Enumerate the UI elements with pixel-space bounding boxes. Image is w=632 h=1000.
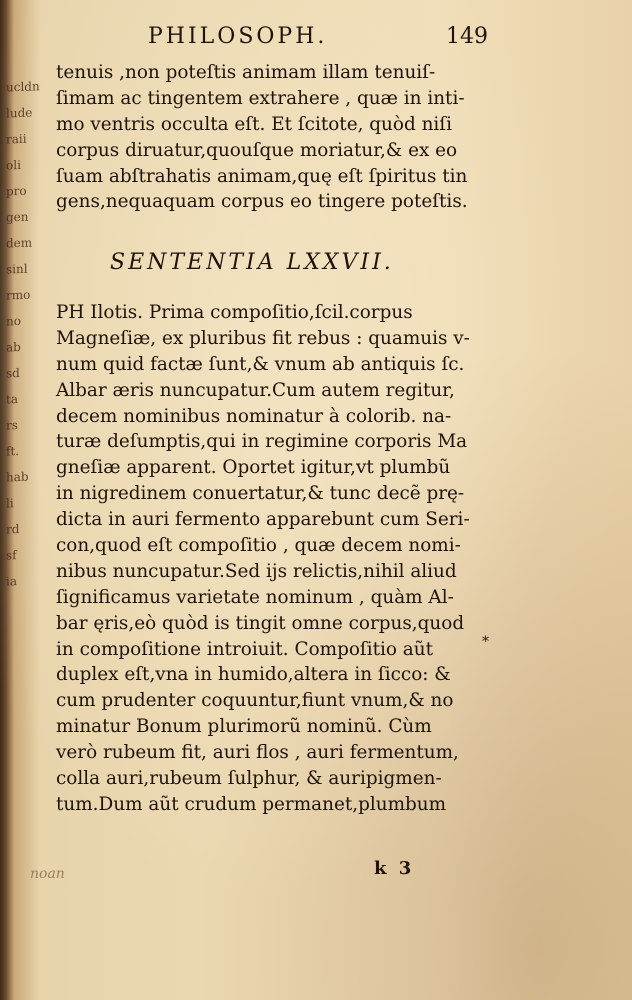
signature-mark: k 3 [374, 858, 415, 879]
paragraph-2 [56, 300, 480, 818]
margin-note: li [6, 496, 14, 511]
text-line: in compoſitione introiuit. Compoſitio aũt [56, 638, 434, 660]
text-line: verò rubeum fit, auri flos , auri fermentum, [56, 742, 459, 764]
text-line: minatur Bonum plurimorũ nominũ. Cùm [56, 716, 432, 738]
catchword: noan [30, 866, 65, 882]
text-line: Magneſiæ, ex pluribus fit rebus : quamuis v- [56, 327, 470, 349]
text-line: tenuis ,non poteſtis animam illam tenuiſ- [56, 62, 436, 83]
margin-note: no [6, 313, 21, 329]
margin-note: rd [6, 521, 20, 537]
margin-note: ft. [6, 443, 20, 459]
text-line: Albar æris nuncupatur.Cum autem regitur, [56, 379, 455, 401]
margin-note: dem [6, 235, 33, 251]
margin-note: rmo [6, 287, 31, 303]
text-line: ſuam abſtrahatis animam,quę eſt ſpiritus tin [56, 165, 468, 187]
margin-note: ucldn [6, 79, 40, 95]
margin-note: ab [6, 339, 21, 355]
page-number: 149 [446, 24, 488, 49]
text-line: turæ deſumptis,qui in regimine corporis Ma [56, 431, 468, 453]
margin-note: hab [6, 469, 29, 485]
margin-note: sf [6, 548, 17, 563]
running-title: PHILOSOPH. [148, 24, 328, 49]
text-line: duplex eſt,vna in humido,altera in ſicco: & [56, 664, 451, 686]
page-header [148, 24, 488, 54]
text-line: ſignificamus varietate nominum , quàm Al- [56, 586, 454, 608]
margin-note: raii [6, 131, 27, 147]
margin-notes [6, 74, 40, 595]
text-line: con,quod eſt compoſitio , quæ decem nomi- [56, 535, 461, 557]
section-heading: SENTENTIA LXXVII. [110, 250, 394, 275]
text-line: num quid factæ ſunt,& vnum ab antiquis ſc. [56, 353, 465, 375]
text-line: bar ęris,eò quòd is tingit omne corpus,quod [56, 612, 465, 634]
text-line: ſimam ac tingentem extrahere , quæ in inti- [56, 87, 465, 109]
text-line: mo ventris occulta eſt. Et ſcitote, quòd niſi [56, 113, 452, 135]
text-line: decem nominibus nominatur à colorib. na- [56, 405, 452, 427]
text-line: dicta in auri fermento apparebunt cum Seri- [56, 509, 470, 531]
margin-note: ia [6, 574, 17, 589]
text-line: gneſiæ apparent. Oportet igitur,vt plumbũ [56, 457, 451, 479]
text-line: colla auri,rubeum ſulphur, & auripigmen- [56, 768, 442, 790]
text-line: PH Ilotis. Prima compoſitio,ſcil.corpus [56, 302, 413, 323]
text-line: corpus diruatur,quouſque moriatur,& ex eo [56, 139, 458, 161]
margin-note: sinl [6, 261, 28, 277]
margin-note: rs [6, 418, 18, 433]
margin-note: lude [6, 105, 33, 121]
margin-mark: * [482, 634, 489, 650]
paragraph-1 [56, 60, 480, 215]
margin-note: sd [6, 365, 20, 381]
text-line: tum.Dum aũt crudum permanet,plumbum [56, 793, 447, 815]
margin-note: pro [6, 183, 27, 199]
text-line: cum prudenter coquuntur,fiunt vnum,& no [56, 690, 454, 712]
margin-note: oli [6, 157, 21, 173]
text-line: gens,nequaquam corpus eo tingere poteſtis. [56, 191, 468, 213]
text-line: nibus nuncupatur.Sed ijs relictis,nihil aliud [56, 560, 457, 582]
margin-note: ta [6, 392, 18, 407]
margin-note: gen [6, 209, 29, 225]
text-line: in nigredinem conuertatur,& tunc decẽ prę- [56, 483, 465, 505]
